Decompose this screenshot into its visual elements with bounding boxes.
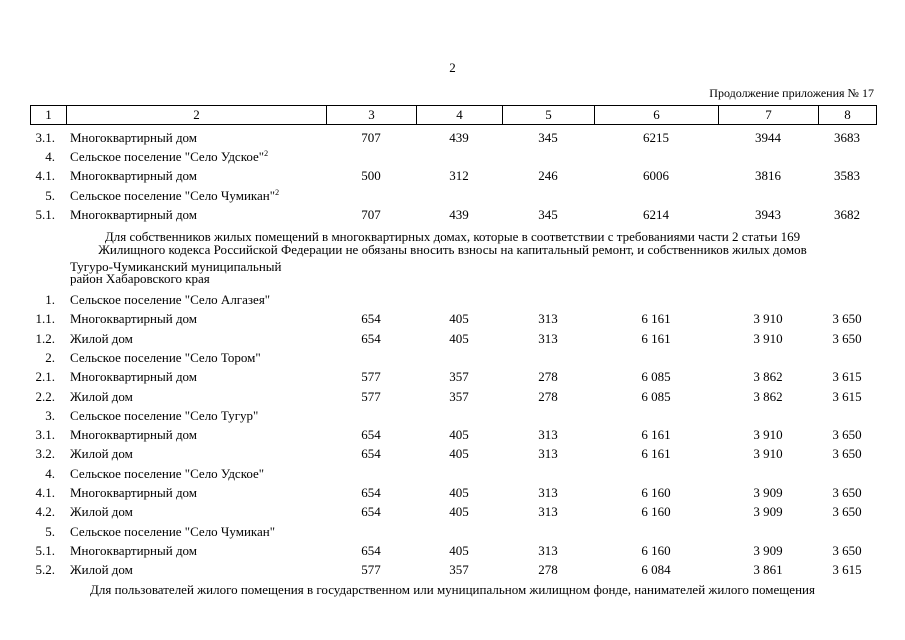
cell-c4: 439 [449,130,469,145]
cell-name: Жилой дом [70,330,133,346]
cell-c3: 500 [361,168,381,184]
cell-c7: 3 910 [753,330,783,346]
cell-c5: 246 [538,168,558,184]
cell-c3: 707 [361,206,381,222]
table-row [30,349,876,367]
cell-num: 5.2. [35,562,55,578]
cell-num: 5.1. [35,206,55,222]
cell-c3: 654 [361,311,381,327]
cell-num: 5. [45,523,55,539]
cell-num: 1.1. [35,311,55,327]
table-row [30,445,876,463]
paragraph-bottom: Для пользователей жилого помещения в государственном или муниципальном жилищном фонде, нанимателей жилого помещения [90,582,815,597]
cell-c5: 313 [538,311,558,327]
cell-name: Сельское поселение "Село Удское" [70,149,265,165]
cell-c3: 577 [361,562,381,578]
cell-c8: 3 650 [832,542,862,558]
cell-c6: 6006 [643,168,669,184]
table-row [30,542,876,560]
paragraph-line-1: Для собственников жилых помещений в многоквартирных домах, которые в соответствии с требованиями части 2 статьи 169 [104,229,801,244]
cell-c6: 6 160 [641,485,671,500]
cell-c3: 654 [361,330,381,346]
cell-c8: 3 650 [832,311,862,327]
cell-c7: 3 910 [753,446,783,462]
table-row [30,291,876,309]
cell-name: Жилой дом [70,388,133,404]
cell-c7: 3 862 [753,388,783,404]
cell-c7: 3 909 [753,485,783,500]
cell-num: 3. [45,407,55,423]
cell-c6: 6 161 [641,446,671,462]
cell-c8: 3 650 [832,330,862,346]
cell-name: Сельское поселение "Село Тором" [70,349,261,365]
cell-num: 4. [45,149,55,165]
cell-c4: 405 [449,542,469,558]
cell-c8: 3683 [834,130,860,145]
cell-num: 2.1. [35,369,55,385]
cell-num: 4.2. [35,504,55,520]
cell-c5: 345 [538,130,558,145]
table-row [30,407,876,425]
cell-name: Жилой дом [70,446,133,462]
cell-name: Жилой дом [70,504,133,520]
cell-c5: 313 [538,504,558,520]
header-cell-6: 6 [595,106,719,125]
cell-c3: 654 [361,504,381,520]
cell-c4: 405 [449,446,469,462]
cell-c4: 439 [449,206,469,222]
table-row [30,388,876,406]
continuation-label: Продолжение приложения № 17 [709,86,874,100]
cell-c7: 3 861 [753,562,783,578]
table-row [30,484,876,502]
cell-c6: 6 084 [641,562,671,578]
cell-c4: 312 [449,168,469,184]
cell-num: 3.2. [35,446,55,462]
cell-num: 5. [45,187,55,203]
cell-num: 1. [45,292,55,307]
cell-c5: 278 [538,562,558,578]
table-row [30,167,876,185]
cell-c5: 313 [538,330,558,346]
cell-num: 4. [45,465,55,481]
cell-num: 4.1. [35,168,55,184]
cell-c3: 654 [361,542,381,558]
table-row [30,148,876,166]
cell-c5: 313 [538,542,558,558]
cell-c6: 6 085 [641,388,671,404]
cell-c6: 6214 [643,206,669,222]
cell-name: Многоквартирный дом [70,206,198,222]
cell-c3: 577 [361,388,381,404]
cell-c6: 6 160 [641,504,671,520]
header-cell-1: 1 [31,106,67,125]
cell-c3: 654 [361,485,381,500]
cell-c6: 6215 [643,130,669,145]
table-row [30,561,876,579]
name-wrap [70,187,279,205]
cell-c8: 3 615 [832,369,862,385]
cell-c5: 278 [538,369,558,385]
cell-c8: 3583 [834,168,860,184]
cell-name: Многоквартирный дом [70,485,198,500]
cell-c7: 3944 [755,130,781,145]
cell-c8: 3682 [834,206,860,222]
cell-name: Многоквартирный дом [70,542,198,558]
cell-c8: 3 615 [832,388,862,404]
table-row [30,503,876,521]
cell-c8: 3 650 [832,427,862,443]
cell-num: 3.1. [35,130,55,145]
table-row [30,368,876,386]
cell-name: Сельское поселение "Село Тугур" [70,407,259,423]
cell-c8: 3 615 [832,562,862,578]
cell-name: Многоквартирный дом [70,311,198,327]
cell-c6: 6 085 [641,369,671,385]
footnote-marker: 2 [264,149,269,159]
cell-c6: 6 161 [641,427,671,443]
cell-c4: 405 [449,330,469,346]
cell-num: 2.2. [35,388,55,404]
cell-c7: 3816 [755,168,781,184]
header-cell-5: 5 [503,106,595,125]
cell-name: Сельское поселение "Село Алгазея" [70,292,271,307]
cell-c5: 345 [538,206,558,222]
cell-c3: 654 [361,427,381,443]
table-row [30,426,876,444]
cell-num: 2. [45,349,55,365]
header-cell-8: 8 [819,106,877,125]
cell-c5: 278 [538,388,558,404]
cell-name: Сельское поселение "Село Чумикан" [70,187,276,203]
header-cell-2: 2 [67,106,327,125]
district-name [70,261,281,285]
header-cell-7: 7 [719,106,819,125]
cell-c8: 3 650 [832,504,862,520]
cell-num: 5.1. [35,542,55,558]
table-row [30,523,876,541]
cell-num: 4.1. [35,485,55,500]
cell-c7: 3 910 [753,311,783,327]
cell-c3: 707 [361,130,381,145]
cell-name: Жилой дом [70,562,133,578]
cell-c7: 3943 [755,206,781,222]
cell-name: Многоквартирный дом [70,427,198,443]
table-row [30,330,876,348]
cell-c6: 6 160 [641,542,671,558]
district-line-1: Тугуро-Чумиканский муниципальный [70,259,282,274]
paragraph-line-2: Жилищного кодекса Российской Федерации не обязаны вносить взносы на капитальный ремонт, и собственников жилых домов [98,242,807,257]
cell-name: Многоквартирный дом [70,369,198,385]
cell-c4: 357 [449,388,469,404]
cell-c4: 405 [449,485,469,500]
table-row [30,310,876,328]
cell-c4: 405 [449,504,469,520]
cell-c4: 405 [449,427,469,443]
cell-c7: 3 862 [753,369,783,385]
cell-num: 3.1. [35,427,55,443]
cell-c5: 313 [538,446,558,462]
cell-c5: 313 [538,427,558,443]
cell-num: 1.2. [35,330,55,346]
cell-c7: 3 910 [753,427,783,443]
cell-c8: 3 650 [832,485,862,500]
table-row [30,206,876,224]
cell-c5: 313 [538,485,558,500]
district-line-2: район Хабаровского края [70,271,210,286]
cell-c4: 357 [449,369,469,385]
table-row [30,187,876,205]
name-wrap [70,148,268,166]
cell-c6: 6 161 [641,330,671,346]
cell-c4: 405 [449,311,469,327]
cell-c4: 357 [449,562,469,578]
cell-name: Многоквартирный дом [70,130,198,145]
cell-c3: 654 [361,446,381,462]
cell-name: Многоквартирный дом [70,168,198,184]
cell-name: Сельское поселение "Село Удское" [70,465,265,481]
footnote-marker: 2 [275,187,280,197]
cell-c7: 3 909 [753,504,783,520]
cell-c7: 3 909 [753,542,783,558]
cell-c8: 3 650 [832,446,862,462]
header-cell-4: 4 [417,106,503,125]
cell-name: Сельское поселение "Село Чумикан" [70,523,276,539]
table-row [30,129,876,147]
header-cell-3: 3 [327,106,417,125]
column-header-table [30,105,877,125]
table-row [30,465,876,483]
cell-c6: 6 161 [641,311,671,327]
page-number: 2 [449,60,456,75]
cell-c3: 577 [361,369,381,385]
